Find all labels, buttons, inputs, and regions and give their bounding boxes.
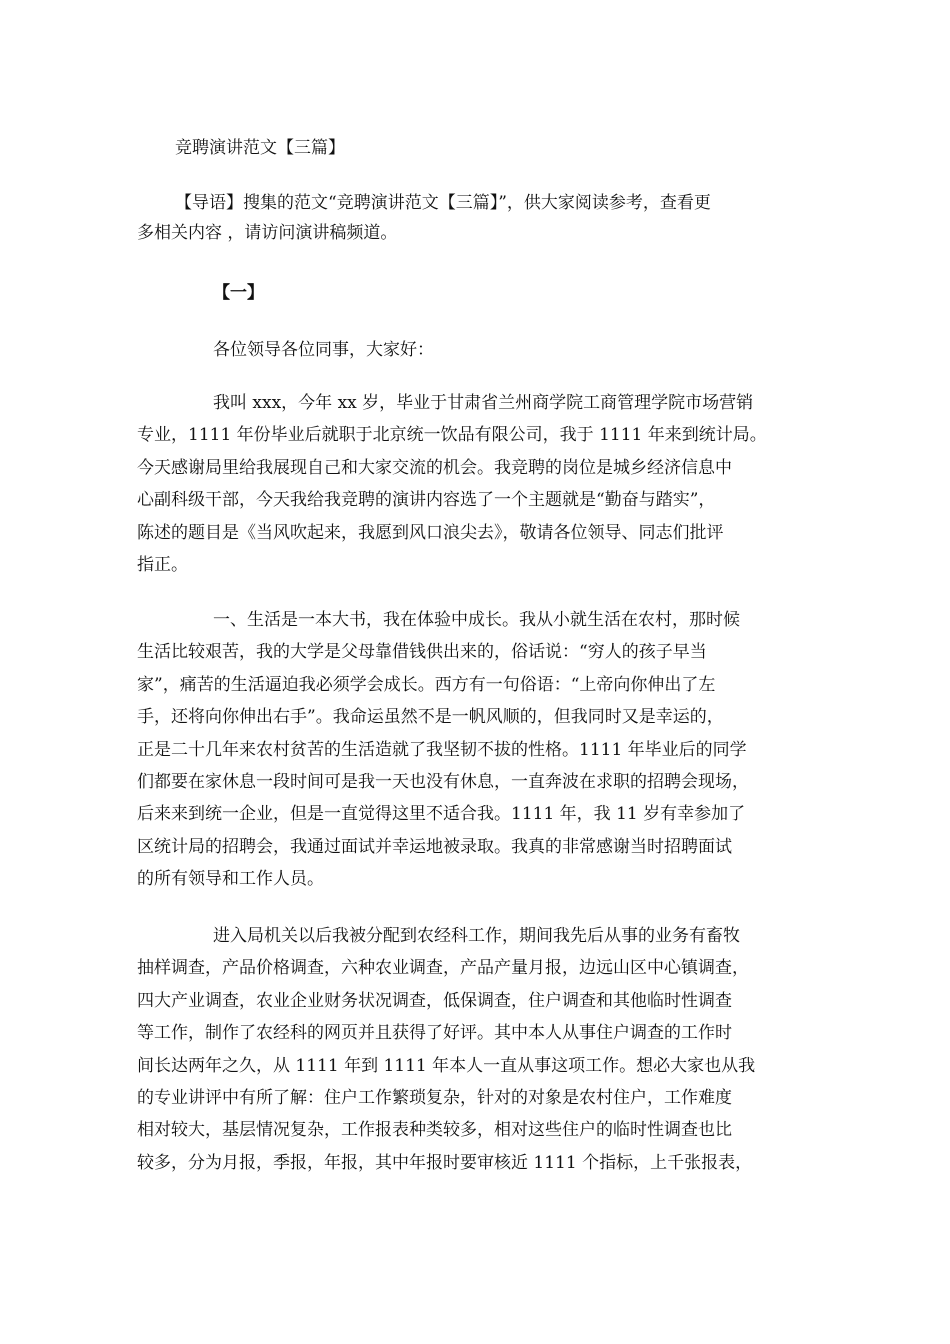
paragraph-line: 陈述的题目是《当风吹起来，我愿到风口浪尖去》，敬请各位领导、同志们批评 [137, 522, 724, 543]
paragraph-line: 的所有领导和工作人员。 [137, 869, 324, 890]
paragraph-line: 抽样调查，产品价格调查，六种农业调查，产品产量月报，边远山区中心镇调查， [137, 958, 749, 979]
section-heading: 【一】 [213, 283, 264, 303]
paragraph-line: 生活比较艰苦，我的大学是父母靠借钱供出来的，俗话说：“穷人的孩子早当 [137, 642, 707, 663]
paragraph-line: 指正。 [137, 555, 188, 576]
paragraph-line: 手，还将向你伸出右手”。我命运虽然不是一帆风顺的，但我同时又是幸运的， [137, 707, 724, 728]
paragraph-line: 我叫 xxx，今年 xx 岁，毕业于甘肃省兰州商学院工商管理学院市场营销 [213, 393, 754, 413]
greeting: 各位领导各位同事，大家好： [213, 340, 434, 360]
paragraph-line: 等工作，制作了农经科的网页并且获得了好评。其中本人从事住户调查的工作时 [137, 1023, 732, 1044]
paragraph-line: 进入局机关以后我被分配到农经科工作，期间我先后从事的业务有畜牧 [213, 926, 740, 946]
paragraph-1 [137, 387, 817, 581]
paragraph-2 [137, 604, 817, 896]
paragraph-line: 心副科级干部，今天我给我竞聘的演讲内容选了一个主题就是“勤奋与踏实”， [137, 490, 716, 511]
paragraph-line: 的专业讲评中有所了解：住户工作繁琐复杂，针对的对象是农村住户，工作难度 [137, 1088, 732, 1109]
paragraph-line: 家”，痛苦的生活逼迫我必须学会成长。西方有一句俗语：“上帝向你伸出了左 [137, 674, 716, 695]
paragraph-line: 正是二十几年来农村贫苦的生活造就了我坚韧不拔的性格。1111 年毕业后的同学 [137, 739, 747, 760]
paragraph-line: 今天感谢局里给我展现自己和大家交流的机会。我竞聘的岗位是城乡经济信息中 [137, 457, 732, 478]
paragraph-line: 间长达两年之久，从 1111 年到 1111 年本人一直从事这项工作。想必大家也从我 [137, 1055, 756, 1076]
intro-line: 【导语】搜集的范文“竞聘演讲范文【三篇】”，供大家阅读参考，查看更 [175, 193, 711, 213]
paragraph-line: 们都要在家休息一段时间可是我一天也没有休息，一直奔波在求职的招聘会现场， [137, 772, 749, 793]
paragraph-3 [137, 920, 817, 1179]
paragraph-line: 一、生活是一本大书，我在体验中成长。我从小就生活在农村，那时候 [213, 610, 740, 630]
paragraph-line: 后来来到统一企业，但是一直觉得这里不适合我。1111 年，我 11 岁有幸参加了 [137, 804, 746, 825]
paragraph-line: 较多，分为月报，季报，年报，其中年报时要审核近 1111 个指标，上千张报表， [137, 1152, 753, 1173]
paragraph-line: 相对较大，基层情况复杂，工作报表种类较多，相对这些住户的临时性调查也比 [137, 1120, 732, 1141]
intro-paragraph [137, 188, 817, 248]
paragraph-line: 区统计局的招聘会，我通过面试并幸运地被录取。我真的非常感谢当时招聘面试 [137, 836, 732, 857]
document-title: 竞聘演讲范文【三篇】 [175, 138, 345, 158]
paragraph-line: 专业，1111 年份毕业后就职于北京统一饮品有限公司，我于 1111 年来到统计局。 [137, 425, 767, 446]
paragraph-line: 四大产业调查，农业企业财务状况调查，低保调查，住户调查和其他临时性调查 [137, 990, 732, 1011]
intro-line: 多相关内容 ，请访问演讲稿频道。 [137, 223, 398, 243]
